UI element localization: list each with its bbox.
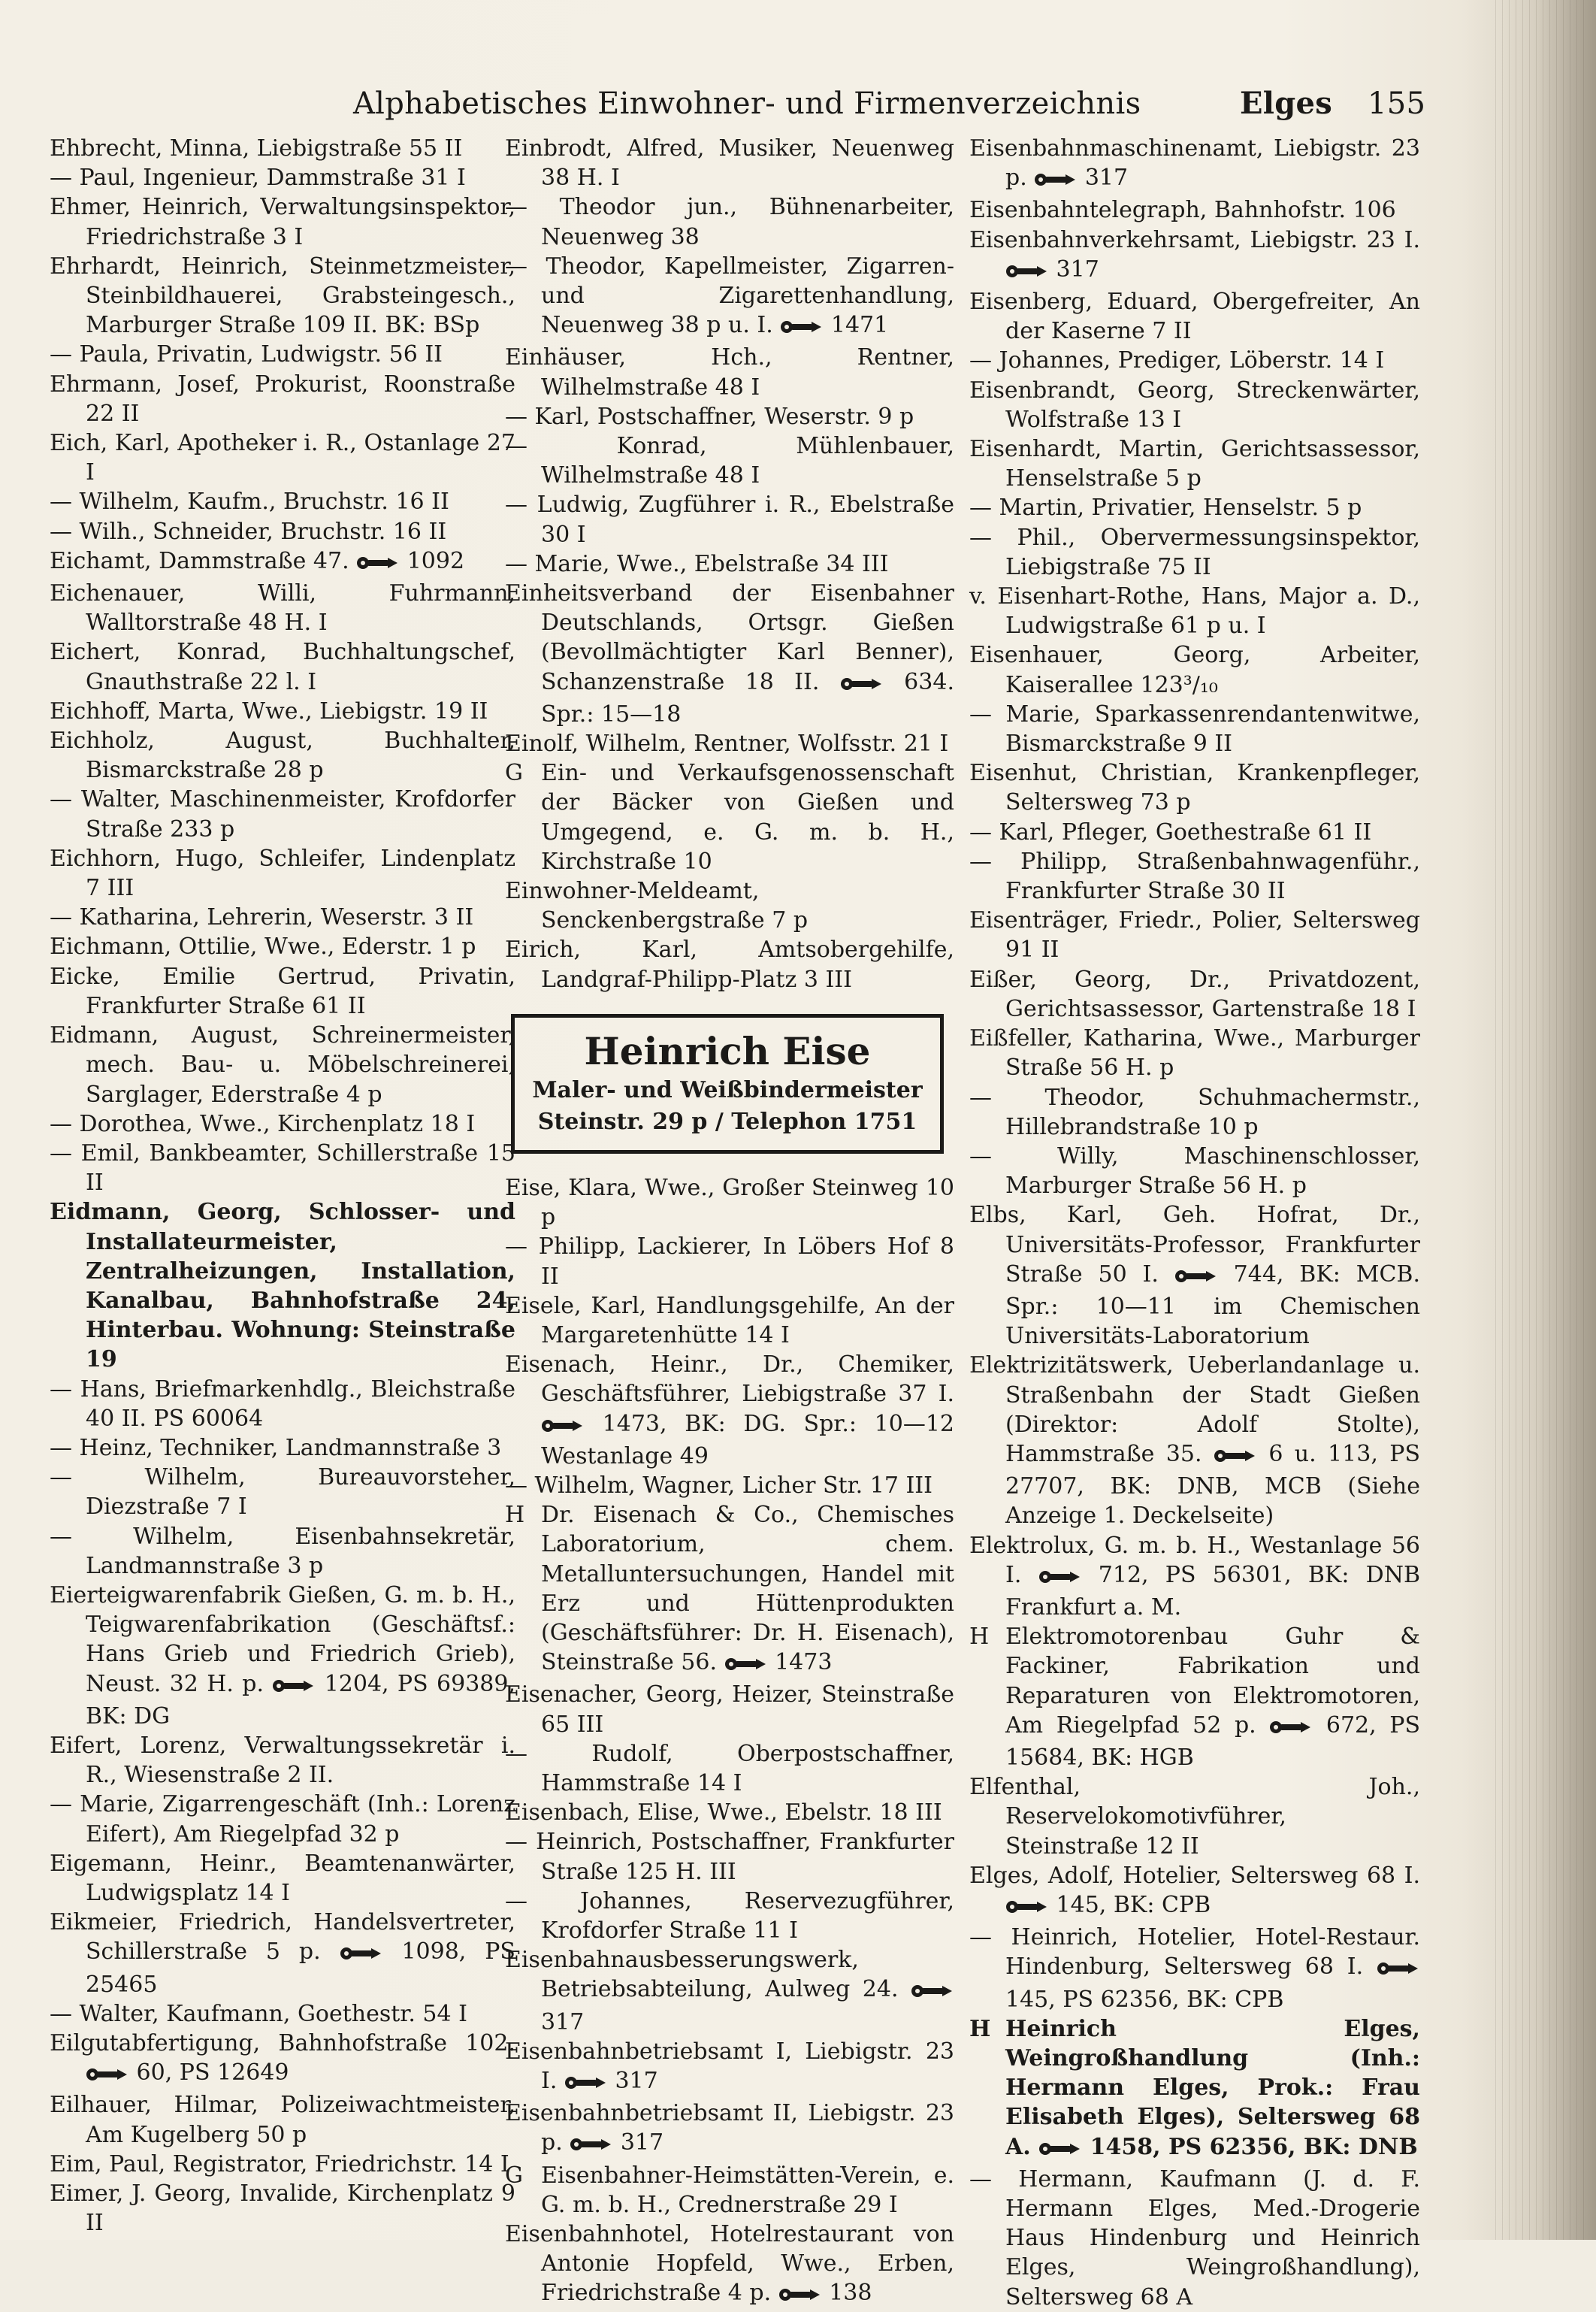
entry-text: Eisenbahnbetriebsamt I, Liebigstr. 23 I. 317 [505, 2038, 954, 2094]
telephone-icon [1034, 166, 1078, 195]
page-edge-stack [1495, 0, 1585, 2240]
entry-text: Eilgutabfertigung, Bahnhofstraße 102. 60, PS 12649 [50, 2030, 515, 2086]
entry-text: — Karl, Pfleger, Goethestraße 61 II [969, 819, 1372, 846]
directory-entry [50, 579, 515, 637]
directory-entry [50, 1197, 515, 1374]
directory-entry [969, 1861, 1420, 1923]
entry-marker: H [969, 2015, 991, 2042]
telephone-icon [1038, 1563, 1082, 1593]
entry-text: — Heinz, Techniker, Landmannstraße 3 [50, 1434, 502, 1461]
entry-text: — Theodor, Kapellmeister, Zigarren- und Zigarettenhandlung, Neuenweg 38 p u. I. 1471 [505, 253, 954, 338]
directory-entry [505, 134, 954, 192]
entry-text: Ein- und Verkaufsgenossenschaft der Bäcker von Gießen und Umgegend, e. G. m. b. H., Kirchstraße 10 [541, 760, 954, 875]
telephone-icon [1377, 1955, 1420, 1984]
entry-text: Eicke, Emilie Gertrud, Privatin, Frankfurter Straße 61 II [50, 963, 515, 1019]
directory-entry [505, 2037, 954, 2099]
directory-entry [505, 1887, 954, 1945]
directory-entry [50, 1999, 515, 2029]
telephone-icon [1269, 1714, 1313, 1743]
entry-text: — Walter, Kaufmann, Goethestr. 54 I [50, 2000, 467, 2027]
entry-text: — Emil, Bankbeamter, Schillerstraße 15 II [50, 1139, 515, 1197]
entry-text: Eikmeier, Friedrich, Handelsvertreter, Schillerstraße 5 p. 1098, PS 25465 [50, 1909, 515, 1998]
entry-text: Einhäuser, Hch., Rentner, Wilhelmstraße 48 I [505, 344, 954, 401]
entry-text: — Karl, Postschaffner, Weserstr. 9 p [505, 403, 914, 430]
directory-entry [50, 134, 515, 163]
directory-entry [505, 1291, 954, 1350]
directory-entry [969, 1772, 1420, 1861]
directory-entry [50, 1433, 515, 1463]
directory-entry [969, 700, 1420, 758]
directory-entry [50, 546, 515, 579]
entry-marker: G [505, 760, 523, 787]
entry-text: Eisenbahner-Heimstätten-Verein, e. G. m. b. H., Crednerstraße 29 I [541, 2162, 954, 2218]
directory-entry [505, 2099, 954, 2160]
entry-marker: G [505, 2162, 523, 2189]
directory-entry [969, 287, 1420, 346]
directory-entry [969, 2014, 1420, 2165]
running-head [353, 81, 1428, 126]
entry-text: Einolf, Wilhelm, Rentner, Wolfsstr. 21 I [505, 731, 949, 758]
entry-text: — Dorothea, Wwe., Kirchenplatz 18 I [50, 1110, 476, 1137]
column-3 [969, 134, 1420, 2312]
telephone-icon [1005, 1893, 1049, 1923]
advertisement-address: Steinstr. 29 p / Telephon 1751 [537, 1108, 917, 1135]
directory-entry [969, 225, 1420, 287]
directory-entry [50, 1908, 515, 1999]
entry-text: Dr. Eisenach & Co., Chemisches Laboratorium, chem. Metalluntersuchungen, Handel mit Erz und Hüttenprodukten (Geschäftsführer: Dr. H. Eisenach), Steinstraße 56. 1473 [541, 1502, 954, 1675]
directory-entry [969, 134, 1420, 195]
directory-entry [50, 637, 515, 696]
column-1 [50, 134, 515, 2238]
directory-entry [50, 726, 515, 785]
entry-text: Eichenauer, Willi, Fuhrmann, Walltorstraße 48 H. I [50, 580, 515, 637]
directory-entry [50, 487, 515, 516]
directory-entry [50, 370, 515, 428]
column-2-entries-after [505, 1173, 954, 2311]
entry-text: — Martin, Privatier, Henselstr. 5 p [969, 495, 1362, 522]
entry-text: — Heinrich, Hotelier, Hotel-Restaur. Hindenburg, Seltersweg 68 I. 145, PS 62356, BK: CPB [969, 1924, 1420, 2013]
entry-text: — Philipp, Straßenbahnwagenführ., Frankfurter Straße 30 II [969, 848, 1420, 905]
directory-entry [50, 2179, 515, 2238]
entry-text: — Wilhelm, Eisenbahnsekretär, Landmannstraße 3 p [50, 1523, 515, 1579]
telephone-icon [340, 1940, 383, 1969]
directory-entry [505, 1798, 954, 1827]
directory-entry [505, 876, 954, 935]
directory-entry [505, 1173, 954, 1232]
directory-entry [50, 2150, 515, 2179]
entry-text: — Paul, Ingenieur, Dammstraße 31 I [50, 165, 466, 192]
entry-text: Eichholz, August, Buchhalter, Bismarckstraße 28 p [50, 728, 515, 784]
telephone-icon [1214, 1442, 1257, 1472]
entry-text: — Marie, Sparkassenrendantenwitwe, Bismarckstraße 9 II [969, 701, 1420, 758]
entry-text: — Rudolf, Oberpostschaffner, Hammstraße 14 I [505, 1740, 954, 1796]
directory-entry [50, 1375, 515, 1433]
directory-entry [969, 376, 1420, 434]
entry-text: Eisenhut, Christian, Krankenpfleger, Seltersweg 73 p [969, 760, 1420, 816]
directory-entry [969, 523, 1420, 582]
directory-entry [505, 1471, 954, 1500]
entry-text: — Wilh., Schneider, Bruchstr. 16 II [50, 518, 447, 545]
directory-entry [505, 343, 954, 401]
telephone-icon [724, 1651, 768, 1680]
telephone-icon [272, 1672, 316, 1702]
entry-text: — Katharina, Lehrerin, Weserstr. 3 II [50, 904, 474, 931]
entry-text: Eisenbahnhotel, Hotelrestaurant von Antonie Hopfeld, Wwe., Erben, Friedrichstraße 4 p. 138 [505, 2221, 954, 2306]
directory-entry [969, 758, 1420, 817]
directory-entry [969, 1622, 1420, 1772]
entry-text: — Hans, Briefmarkenhdlg., Bleichstraße 40 II. PS 60064 [50, 1375, 515, 1432]
directory-entry [969, 1083, 1420, 1142]
entry-text: Eichhorn, Hugo, Schleifer, Lindenplatz 7 III [50, 845, 515, 902]
entry-text: Elektromotorenbau Guhr & Fackiner, Fabrikation und Reparaturen von Elektromotoren, Am Riegelpfad 52 p. 672, PS 15684, BK: HGB [1005, 1624, 1420, 1771]
entry-text: Eisenbrandt, Georg, Streckenwärter, Wolfstraße 13 I [969, 377, 1420, 433]
entry-text: Eisenbahntelegraph, Bahnhofstr. 106 [969, 197, 1396, 224]
entry-text: Eich, Karl, Apotheker i. R., Ostanlage 27 I [50, 430, 515, 486]
directory-entry [50, 428, 515, 487]
entry-text: — Wilhelm, Bureauvorsteher, Diezstraße 7 I [50, 1464, 515, 1521]
advertisement-name: Heinrich Eise [584, 1028, 871, 1073]
entry-text: Eimer, J. Georg, Invalide, Kirchenplatz 9 II [50, 2180, 515, 2237]
entry-text: v. Eisenhart-Rothe, Hans, Major a. D., Ludwigstraße 61 p u. I [969, 583, 1420, 640]
entry-text: Eichamt, Dammstraße 47. 1092 [50, 548, 464, 574]
entry-text: Eisenhauer, Georg, Arbeiter, Kaiserallee 123³/₁₀ [969, 642, 1420, 698]
telephone-icon [1038, 2135, 1082, 2165]
entry-text: Eierteigwarenfabrik Gießen, G. m. b. H., Teigwarenfabrikation (Geschäftsf.: Hans Grieb und Friedrich Grieb), Neust. 32 H. p. 1204, PS 69389, BK: DG [50, 1581, 515, 1729]
entry-text: — Hermann, Kaufmann (J. d. F. Hermann Elges, Med.-Drogerie Haus Hindenburg und Heinrich Elges, Weingroßhandlung), Seltersweg 68 A [969, 2165, 1420, 2310]
directory-entry [50, 1849, 515, 1908]
directory-entry [50, 1139, 515, 1197]
directory-entry [505, 2161, 954, 2220]
running-head-title: Alphabetisches Einwohner- und Firmenverzeichnis [353, 86, 1141, 121]
entry-text: Elbs, Karl, Geh. Hofrat, Dr., Universitäts-Professor, Frankfurter Straße 50 I. 744, BK: MCB. Spr.: 10—11 im Chemischen Universitäts-Laboratorium [969, 1202, 1420, 1350]
directory-entry [505, 402, 954, 431]
directory-entry [969, 1923, 1420, 2014]
entry-marker: H [969, 1624, 990, 1651]
entry-text: Elektrizitätswerk, Ueberlandanlage u. Straßenbahn der Stadt Gießen (Direktor: Adolf Stolte), Hammstraße 35. 6 u. 113, PS 27707, BK: DNB, MCB (Siehe Anzeige 1. Deckelseite) [969, 1352, 1420, 1530]
directory-entry [50, 192, 515, 251]
entry-text: Eisenberg, Eduard, Obergefreiter, An der Kaserne 7 II [969, 289, 1420, 345]
entry-text: — Johannes, Reservezugführer, Krofdorfer Straße 11 I [505, 1887, 954, 1944]
entry-text: Ehmer, Heinrich, Verwaltungsinspektor, Friedrichstraße 3 I [50, 194, 515, 250]
directory-entry [969, 1200, 1420, 1351]
entry-text: Eilhauer, Hilmar, Polizeiwachtmeister, Am Kugelberg 50 p [50, 2092, 515, 2148]
directory-entry [505, 252, 954, 343]
entry-text: — Wilhelm, Kaufm., Bruchstr. 16 II [50, 489, 449, 516]
directory-entry [50, 1581, 515, 1731]
directory-entry [969, 640, 1420, 699]
entry-text: — Willy, Maschinenschlosser, Marburger Straße 56 H. p [969, 1142, 1420, 1200]
entry-text: Eisenbahnbetriebsamt II, Liebigstr. 23 p. 317 [505, 2100, 954, 2156]
directory-entry [969, 906, 1420, 964]
directory-entry [969, 818, 1420, 847]
directory-entry [50, 2090, 515, 2149]
entry-text: Eißfeller, Katharina, Wwe., Marburger Straße 56 H. p [969, 1025, 1420, 1082]
entry-text: Eidmann, Georg, Schlosser- und Installateurmeister, Zentralheizungen, Installation, Kanalbau, Bahnhofstraße 24, Hinterbau. Wohnung: Steinstraße 19 [50, 1199, 515, 1373]
entry-text: Elektrolux, G. m. b. H., Westanlage 56 I. 712, PS 56301, BK: DNB Frankfurt a. M. [969, 1532, 1420, 1621]
telephone-icon [356, 549, 400, 579]
entry-text: — Marie, Zigarrengeschäft (Inh.: Lorenz Eifert), Am Riegelpfad 32 p [50, 1791, 515, 1847]
directory-entry [969, 582, 1420, 640]
column-2 [505, 134, 954, 2311]
directory-entry [50, 1463, 515, 1521]
directory-entry [505, 758, 954, 876]
directory-entry [50, 962, 515, 1021]
directory-entry [50, 785, 515, 843]
directory-entry [50, 517, 515, 546]
entry-text: Eisenbahnausbesserungswerk, Betriebsabteilung, Aulweg 24. 317 [505, 1947, 954, 2035]
directory-entry [50, 697, 515, 726]
entry-text: Eichmann, Ottilie, Wwe., Ederstr. 1 p [50, 934, 476, 961]
directory-entry [505, 1739, 954, 1798]
directory-entry [50, 252, 515, 340]
directory-entry [50, 1790, 515, 1848]
directory-entry [505, 549, 954, 579]
directory-entry [969, 195, 1420, 225]
telephone-icon [1174, 1263, 1218, 1292]
directory-entry [969, 346, 1420, 375]
entry-text: Einheitsverband der Eisenbahner Deutschlands, Ortsgr. Gießen (Bevollmächtigter Karl Benner), Schanzenstraße 18 II. 634. Spr.: 15—18 [505, 580, 954, 728]
entry-text: Ehbrecht, Minna, Liebigstraße 55 II [50, 135, 463, 162]
entry-text: — Philipp, Lackierer, In Löbers Hof 8 II [505, 1233, 954, 1290]
entry-text: — Heinrich, Postschaffner, Frankfurter Straße 125 H. III [505, 1829, 954, 1885]
directory-entry [505, 1945, 954, 2037]
entry-text: Eirich, Karl, Amtsobergehilfe, Landgraf-Philipp-Platz 3 III [505, 937, 954, 993]
entry-text: Eichert, Konrad, Buchhaltungschef, Gnauthstraße 22 l. I [50, 639, 515, 695]
entry-text: Eisenach, Heinr., Dr., Chemiker, Geschäftsführer, Liebigstraße 37 I. 1473, BK: DG. Spr.: 10—12 Westanlage 49 [505, 1351, 954, 1469]
entry-marker: H [505, 1502, 525, 1529]
directory-entry [50, 844, 515, 903]
directory-entry [505, 579, 954, 729]
directory-entry [50, 1522, 515, 1581]
directory-entry [505, 1350, 954, 1471]
entry-text: — Phil., Obervermessungsinspektor, Liebigstraße 75 II [969, 524, 1420, 580]
directory-entry [969, 493, 1420, 522]
directory-entry [505, 1500, 954, 1680]
entry-text: — Konrad, Mühlenbauer, Wilhelmstraße 48 I [505, 433, 954, 489]
directory-entry [505, 490, 954, 549]
entry-text: Ehrmann, Josef, Prokurist, Roonstraße 22 II [50, 371, 515, 427]
entry-text: Eisele, Karl, Handlungsgehilfe, An der Margaretenhütte 14 I [505, 1292, 954, 1348]
directory-entry [969, 1531, 1420, 1623]
telephone-icon [541, 1412, 585, 1442]
telephone-icon [570, 2131, 613, 2160]
advertisement-trade: Maler- und Weißbindermeister [532, 1076, 923, 1103]
entry-text: Eißer, Georg, Dr., Privatdozent, Gerichtsassessor, Gartenstraße 18 I [969, 966, 1420, 1022]
entry-text: Ehrhardt, Heinrich, Steinmetzmeister, Steinbildhauerei, Grabsteingesch., Marburger Straße 109 II. BK: BSp [50, 253, 515, 339]
entry-text: Eisenbahnmaschinenamt, Liebigstr. 23 p. 317 [969, 135, 1420, 191]
entry-text: — Theodor jun., Bühnenarbeiter, Neuenweg 38 [505, 194, 954, 250]
advertisement-box [511, 1014, 944, 1154]
entry-text: — Wilhelm, Wagner, Licher Str. 17 III [505, 1472, 933, 1499]
entry-text: Eichhoff, Marta, Wwe., Liebigstr. 19 II [50, 698, 488, 725]
directory-entry [969, 1024, 1420, 1082]
entry-text: Eisenhardt, Martin, Gerichtsassessor, Henselstraße 5 p [969, 436, 1420, 492]
directory-entry [50, 1109, 515, 1139]
entry-text: Eisenbach, Elise, Wwe., Ebelstr. 18 III [505, 1799, 942, 1826]
entry-text: — Walter, Maschinenmeister, Krofdorfer Straße 233 p [50, 786, 515, 843]
telephone-icon [1005, 258, 1049, 287]
directory-entry [505, 935, 954, 994]
entry-text: Einbrodt, Alfred, Musiker, Neuenweg 38 H. I [505, 135, 954, 192]
entry-text: — Ludwig, Zugführer i. R., Ebelstraße 30 I [505, 492, 954, 548]
page-number: 155 [1368, 86, 1426, 121]
directory-entry [50, 1731, 515, 1790]
entry-text: Elges, Adolf, Hotelier, Seltersweg 68 I. 145, BK: CPB [969, 1863, 1420, 1918]
telephone-icon [840, 670, 884, 700]
directory-entry [505, 1827, 954, 1886]
directory-entry [505, 1232, 954, 1291]
directory-entry [969, 847, 1420, 906]
directory-entry [969, 1142, 1420, 1200]
entry-text: Heinrich Elges, Weingroßhandlung (Inh.: Hermann Elges, Prok.: Frau Elisabeth Elges), Seltersweg 68 A. 1458, PS 62356, BK: DNB [1005, 2016, 1420, 2160]
entry-text: — Marie, Wwe., Ebelstraße 34 III [505, 550, 889, 577]
directory-entry [969, 434, 1420, 493]
entry-text: — Theodor, Schuhmachermstr., Hillebrandstraße 10 p [969, 1084, 1420, 1140]
entry-text: — Johannes, Prediger, Löberstr. 14 I [969, 347, 1385, 374]
directory-entry [50, 340, 515, 369]
telephone-icon [86, 2061, 129, 2090]
directory-entry [969, 2165, 1420, 2312]
column-2-entries [505, 134, 954, 994]
directory-entry [505, 431, 954, 490]
directory-entry [50, 163, 515, 192]
catchword: Elges [1240, 86, 1333, 121]
directory-entry [505, 729, 954, 758]
telephone-icon [778, 2281, 822, 2310]
entry-text: Eisenträger, Friedr., Polier, Seltersweg 91 II [969, 907, 1420, 964]
directory-entry [50, 2029, 515, 2090]
directory-entry [505, 192, 954, 251]
directory-entry [969, 1351, 1420, 1530]
directory-entry [50, 1021, 515, 1109]
entry-text: Einwohner-Meldeamt, Senckenbergstraße 7 p [505, 878, 809, 934]
entry-text: — Paula, Privatin, Ludwigstr. 56 II [50, 341, 443, 368]
entry-text: Eisenbahnverkehrsamt, Liebigstr. 23 I. 317 [969, 227, 1420, 283]
directory-entry [505, 2220, 954, 2311]
entry-text: Eigemann, Heinr., Beamtenanwärter, Ludwigsplatz 14 I [50, 1850, 515, 1906]
entry-text: Eise, Klara, Wwe., Großer Steinweg 10 p [505, 1174, 954, 1231]
directory-entry [969, 965, 1420, 1024]
entry-text: Eidmann, August, Schreinermeister, mech. Bau- u. Möbelschreinerei, Sarglager, Ederstraße 4 p [50, 1022, 515, 1108]
directory-entry [50, 903, 515, 932]
entry-text: Eisenacher, Georg, Heizer, Steinstraße 65 III [505, 1681, 954, 1738]
entry-text: Eim, Paul, Registrator, Friedrichstr. 14 I [50, 2150, 509, 2177]
telephone-icon [780, 313, 824, 343]
directory-entry [50, 932, 515, 961]
directory-entry [505, 1680, 954, 1739]
telephone-icon [911, 1978, 954, 2007]
entry-text: Elfenthal, Joh., Reservelokomotivführer, Steinstraße 12 II [969, 1774, 1420, 1860]
entry-text: Eifert, Lorenz, Verwaltungssekretär i. R., Wiesenstraße 2 II. [50, 1732, 515, 1789]
telephone-icon [564, 2069, 608, 2099]
